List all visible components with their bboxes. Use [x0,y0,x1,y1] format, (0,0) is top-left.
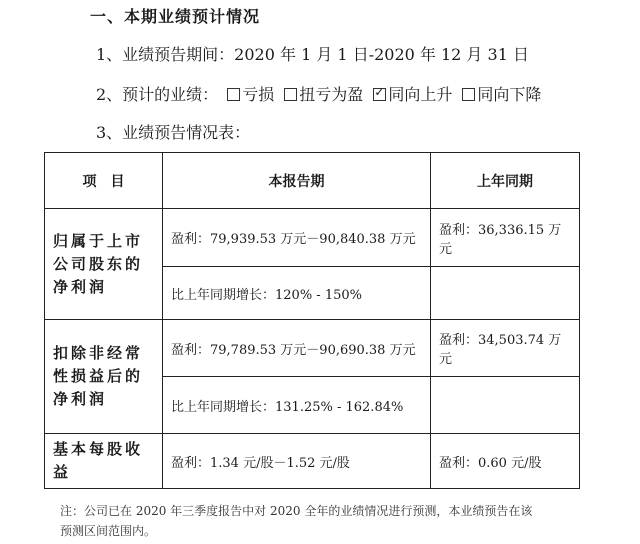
forecast-type-label: 2、预计的业绩： [96,85,219,104]
table-label: 3、业绩预告情况表： [96,123,251,142]
forecast-table [44,152,580,489]
prior-value: 盈利：34,503.74 万元 [431,320,580,377]
growth-value: 比上年同期增长：120% - 150% [163,267,431,320]
current-value: 盈利：79,789.53 万元－90,690.38 万元 [163,320,431,377]
table-row [45,320,580,377]
table-row [45,209,580,267]
footnote-line-2: 预测区间范围内。 [60,524,157,538]
empty-cell [431,267,580,320]
header-current-period: 本报告期 [163,153,431,209]
prior-value: 盈利：0.60 元/股 [431,434,580,489]
current-value: 盈利：1.34 元/股－1.52 元/股 [163,434,431,489]
unchecked-box-icon [284,88,297,101]
forecast-option-label: 亏损 [242,85,275,104]
table-header-row [45,153,580,209]
unchecked-box-icon [462,88,475,101]
footnote [60,501,600,541]
forecast-period: 1、业绩预告期间：2020 年 1 月 1 日-2020 年 12 月 31 日 [96,45,529,64]
section-title: 一、本期业绩预计情况 [90,7,261,26]
forecast-options [223,85,547,104]
row-item-eps: 基本每股收益 [45,434,163,489]
growth-value: 比上年同期增长：131.25% - 162.84% [163,377,431,434]
forecast-option [369,85,452,104]
forecast-option [223,85,274,104]
forecast-option-label: 扭亏为盈 [299,85,364,104]
empty-cell [431,377,580,434]
forecast-option-label: 同向上升 [388,85,453,104]
header-item: 项 目 [45,153,163,209]
row-item-net-profit: 归属于上市公司股东的净利润 [45,209,163,320]
prior-value: 盈利：36,336.15 万元 [431,209,580,267]
table-row [45,434,580,489]
footnote-line-1: 注：公司已在 2020 年三季度报告中对 2020 全年的业绩情况进行预测，本业绩预告在该 [60,504,533,518]
current-value: 盈利：79,939.53 万元－90,840.38 万元 [163,209,431,267]
forecast-option [280,85,363,104]
header-prior-period: 上年同期 [431,153,580,209]
checked-box-icon [373,88,386,101]
forecast-option-label: 同向下降 [477,85,542,104]
forecast-option [458,85,541,104]
row-item-deducted-net-profit: 扣除非经常性损益后的净利润 [45,320,163,434]
unchecked-box-icon [227,88,240,101]
forecast-type-line [96,82,547,105]
